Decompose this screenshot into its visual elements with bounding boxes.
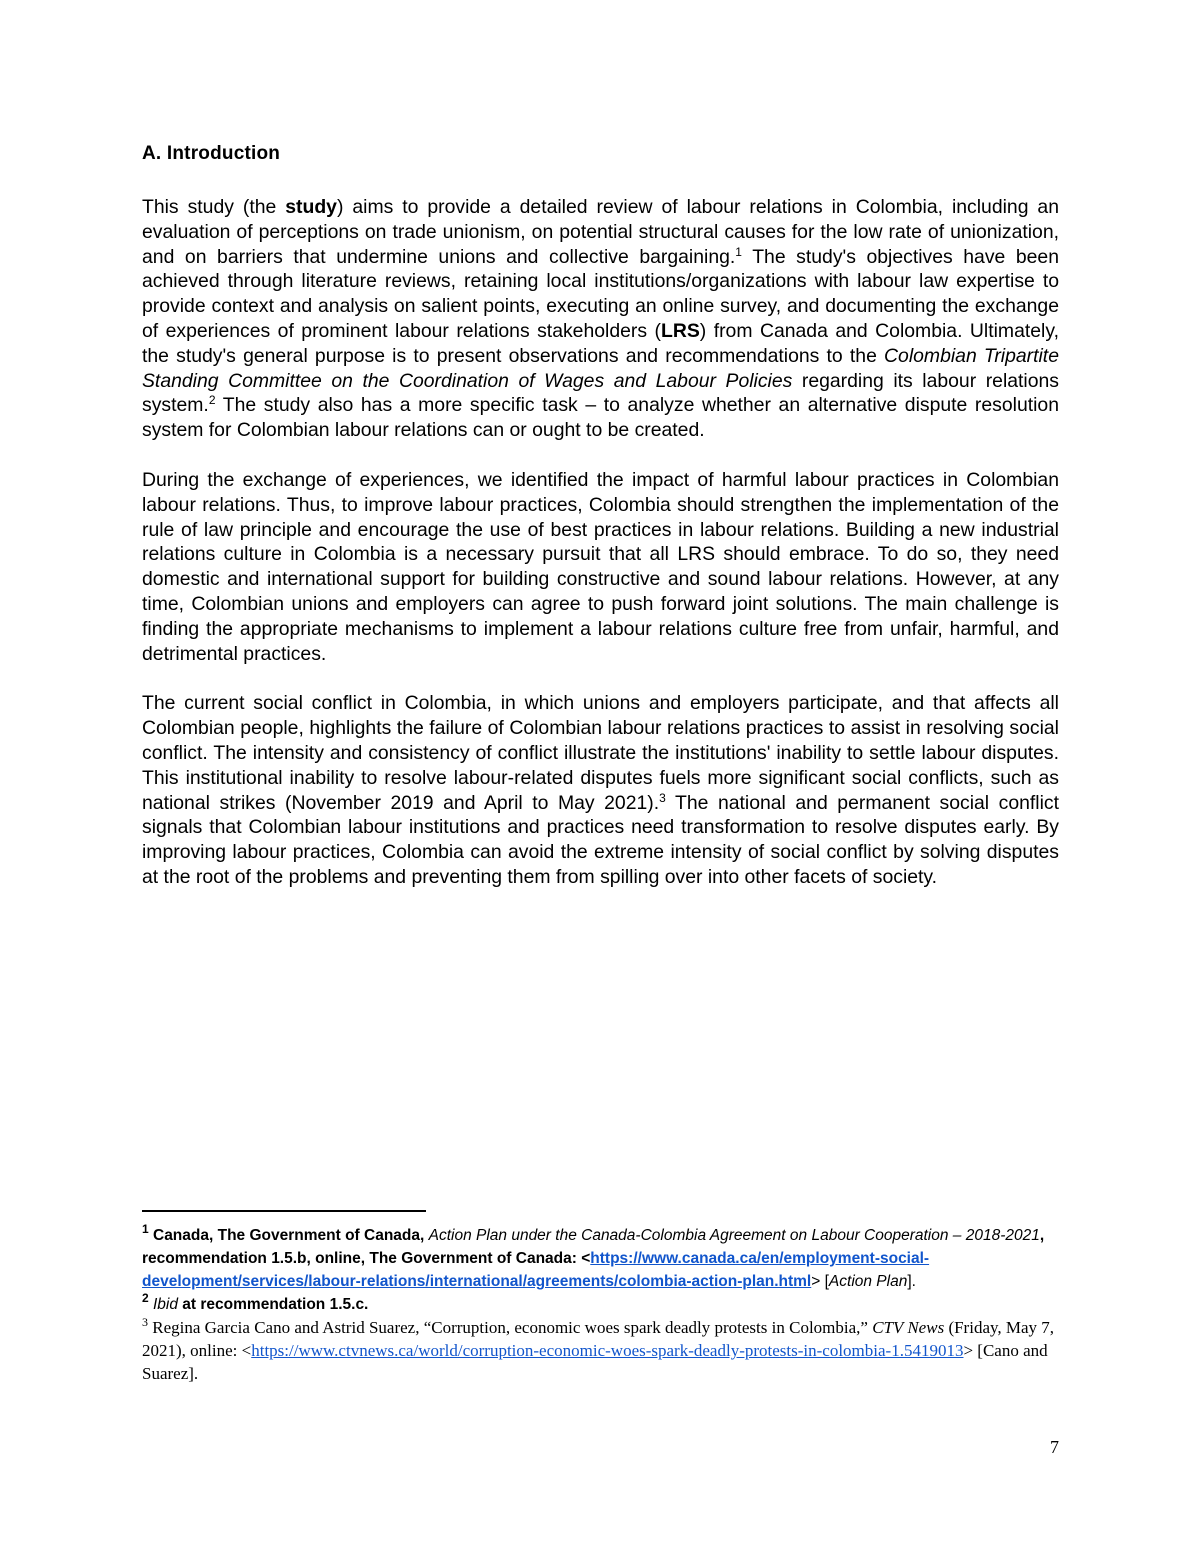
- paragraph-3: [142, 691, 1059, 889]
- footnote-ref-3[interactable]: 3: [659, 790, 666, 805]
- footnotes: [142, 1224, 1059, 1385]
- footnote-text: > [: [811, 1273, 829, 1290]
- section-heading: A. Introduction: [142, 143, 281, 164]
- footnote-separator: [142, 1210, 426, 1212]
- footnote-text: ].: [907, 1273, 916, 1290]
- p1-text: regarding its labour relations system.: [142, 369, 1059, 417]
- defined-term-study: study: [285, 196, 337, 218]
- page-number: 7: [1050, 1437, 1059, 1457]
- main-content: [142, 143, 1059, 915]
- footnote-publication: CTV News: [872, 1318, 945, 1337]
- footnote-1: [142, 1224, 1059, 1293]
- p1-text: This study (the: [142, 196, 286, 218]
- footnote-ibid: Ibid: [153, 1296, 178, 1313]
- p1-text: The study also has a more specific task – to analyze whether an alternative dispute resolution system for Colombian labour relations can or ought to be created.: [142, 394, 1059, 442]
- footnote-text: > [Cano and Suarez].: [142, 1341, 1048, 1383]
- footnote-link[interactable]: https://www.ctvnews.ca/world/corruption-economic-woes-spark-deadly-protests-in-colombia-1.5419013: [251, 1341, 964, 1360]
- p3-text: The current social conflict in Colombia, in which unions and employers participate, and that affects all Colombian people, highlights the failure of Colombian labour relations practices to assist in resolving social conflict. The intensity and consistency of conflict illustrate the institutions' inability to settle labour disputes. This institutional inability to resolve labour-related disputes fuels more significant social conflicts, such as national strikes (November 2019 and April to May 2021).: [142, 692, 1059, 814]
- footnote-text: , recommendation 1.5.b, online, The Government of Canada: <: [142, 1227, 1045, 1267]
- p1-text: ) from Canada and Colombia. Ultimately, the study's general purpose is to present observations and recommendations to the: [142, 319, 1059, 367]
- defined-term-lrs: LRS: [660, 319, 700, 342]
- committee-name: Colombian Tripartite Standing Committee on the Coordination of Wages and Labour Policies: [142, 344, 1059, 392]
- footnote-ref-1[interactable]: 1: [735, 244, 742, 259]
- footnote-text: Regina Garcia Cano and Astrid Suarez, “Corruption, economic woes spark deadly protests in Colombia,”: [148, 1318, 873, 1337]
- footnote-ref-2[interactable]: 2: [208, 393, 216, 408]
- paragraph-1: [142, 195, 1059, 443]
- footnote-number: 2: [142, 1291, 149, 1305]
- p3-text: The national and permanent social conflict signals that Colombian labour institutions and practices need transformation to resolve disputes early. By improving labour practices, Colombia can avoid the extreme intensity of social conflict by solving disputes at the root of the problems and preventing them from spilling over into other facets of society.: [142, 791, 1059, 888]
- footnote-3: [142, 1316, 1059, 1385]
- footnote-text: Canada, The Government of Canada,: [148, 1227, 429, 1244]
- paragraph-2: During the exchange of experiences, we identified the impact of harmful labour practices in Colombian labour relations. Thus, to improve labour practices, Colombia should strengthen the implementation of the rule of law principle and encourage the use of best practices in labour relations. Building a new industrial relations culture in Colombia is a necessary pursuit that all LRS should embrace. To do so, they need domestic and international support for building constructive and sound labour relations. However, at any time, Colombian unions and employers can agree to push forward joint solutions. The main challenge is finding the appropriate mechanisms to implement a labour relations culture free from unfair, harmful, and detrimental practices.: [142, 468, 1059, 665]
- footnote-link[interactable]: https://www.canada.ca/en/employment-social-development/services/labour-relations/international/agreements/colombia-action-plan.html: [142, 1250, 930, 1290]
- p1-text: The study's objectives have been achieved through literature reviews, retaining local institutions/organizations with labour law expertise to provide context and analysis on salient points, executing an online survey, and documenting the exchange of experiences of prominent labour relations stakeholders (: [142, 245, 1060, 342]
- footnote-text: at recommendation 1.5.c.: [178, 1296, 369, 1313]
- footnote-short-title: Action Plan: [828, 1273, 908, 1290]
- footnote-number: 1: [142, 1222, 149, 1236]
- p1-text: ) aims to provide a detailed review of labour relations in Colombia, including an evaluation of perceptions on trade unionism, on potential structural causes for the low rate of unionization, and on barriers that undermine unions and collective bargaining.: [142, 196, 1059, 268]
- footnote-text: (Friday, May 7, 2021), online: <: [142, 1318, 1055, 1360]
- footnote-number: 3: [142, 1315, 148, 1329]
- footnote-2: [142, 1293, 1059, 1316]
- footnote-title: Action Plan under the Canada-Colombia Agreement on Labour Cooperation – 2018-2021: [428, 1227, 1040, 1244]
